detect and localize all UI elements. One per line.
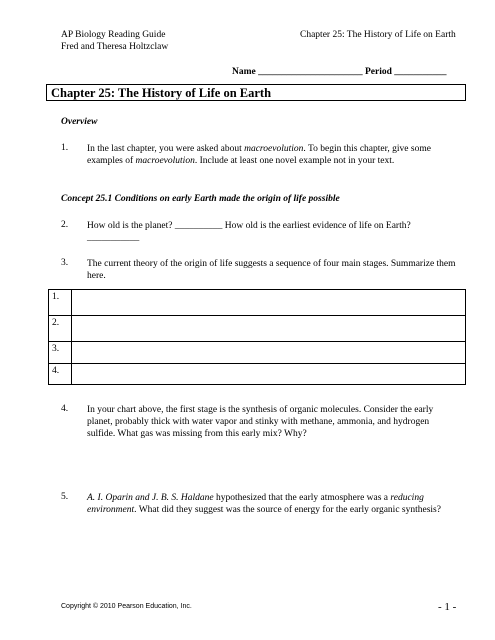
q4-text: In your chart above, the first stage is the synthesis of organic molecules. Consider the early planet, probably thick with water vapor and stinky with methane, ammonia, and hydrogen sulfide. What gas was missing from this early mix? Why? bbox=[87, 405, 434, 439]
q1-text: In the last chapter, you were asked about macroevolution. To begin this chapter, give some examples of macroevolution. Include at least one novel example not in your text. bbox=[87, 144, 431, 166]
name-period-line bbox=[232, 66, 447, 78]
stage-answer-field[interactable] bbox=[72, 364, 465, 384]
q4-number: 4. bbox=[61, 404, 69, 414]
period-label: Period bbox=[365, 67, 392, 77]
chapter-title: Chapter 25: The History of Life on Earth bbox=[51, 86, 272, 100]
q3-number: 3. bbox=[61, 258, 69, 268]
stage-number: 3. bbox=[49, 342, 72, 363]
page-number: - 1 - bbox=[438, 601, 457, 613]
q2-number: 2. bbox=[61, 220, 69, 230]
concept-heading: Concept 25.1 Conditions on early Earth made the origin of life possible bbox=[61, 194, 340, 204]
stage-number: 1. bbox=[49, 290, 72, 315]
chapter-title-box bbox=[46, 84, 466, 101]
q5-text: A. I. Oparin and J. B. S. Haldane hypothesized that the early atmosphere was a reducing environment. What did they suggest was the source of energy for the early organic synthesis? bbox=[87, 493, 441, 515]
stage-number: 4. bbox=[49, 364, 72, 384]
period-field[interactable]: ___________ bbox=[394, 67, 447, 77]
stage-answer-field[interactable] bbox=[72, 342, 465, 363]
q1-number: 1. bbox=[61, 143, 69, 153]
name-label: Name bbox=[232, 67, 256, 77]
copyright: Copyright © 2010 Pearson Education, Inc. bbox=[61, 603, 192, 610]
stage-row bbox=[49, 364, 465, 384]
stage-answer-field[interactable] bbox=[72, 290, 465, 315]
name-field[interactable]: ______________________ bbox=[258, 67, 363, 77]
stages-table bbox=[48, 289, 466, 385]
overview-heading: Overview bbox=[61, 117, 98, 127]
stage-row bbox=[49, 290, 465, 316]
stage-number: 2. bbox=[49, 316, 72, 341]
authors: Fred and Theresa Holtzclaw bbox=[61, 42, 169, 52]
q2-text: How old is the planet? __________ How old is the earliest evidence of life on Earth? ___________ bbox=[87, 221, 411, 243]
q3-text: The current theory of the origin of life suggests a sequence of four main stages. Summarize them here. bbox=[87, 259, 456, 281]
guide-title: AP Biology Reading Guide bbox=[61, 30, 166, 40]
header-chapter: Chapter 25: The History of Life on Earth bbox=[300, 30, 456, 40]
q5-number: 5. bbox=[61, 492, 69, 502]
stage-row bbox=[49, 316, 465, 342]
stage-row bbox=[49, 342, 465, 364]
stage-answer-field[interactable] bbox=[72, 316, 465, 341]
